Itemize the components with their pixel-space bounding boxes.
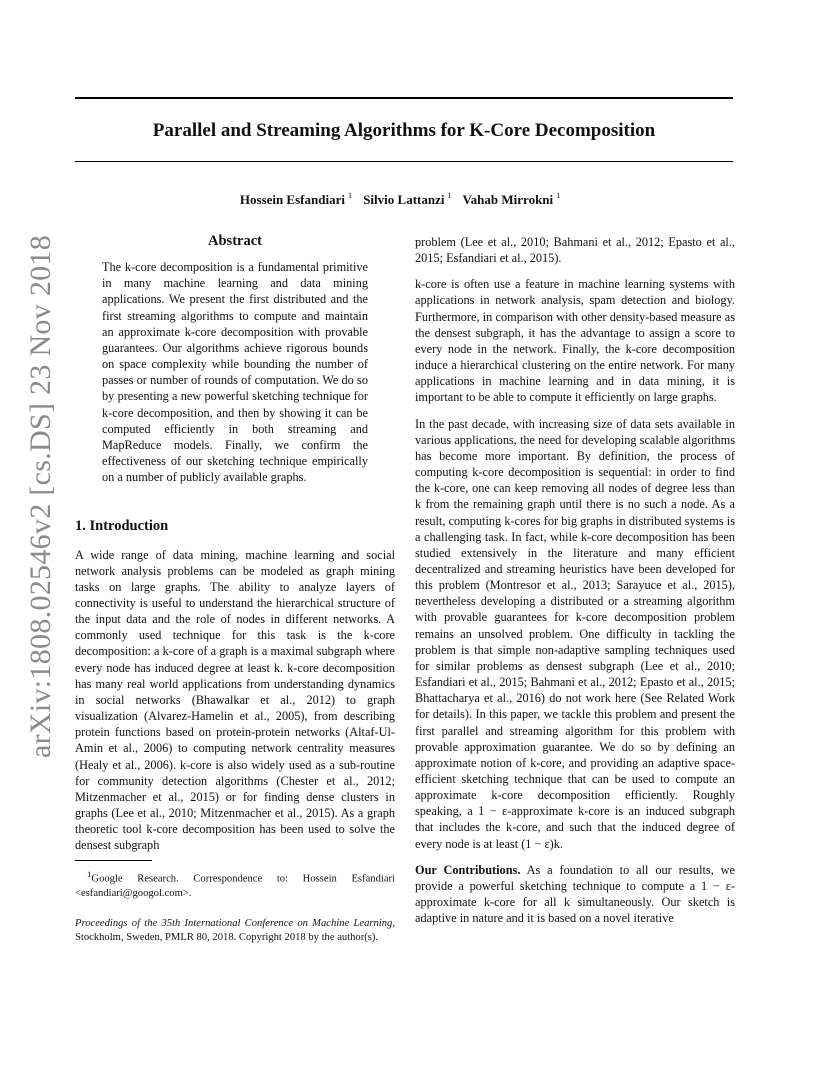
proceedings-details: , Stockholm, Sweden, PMLR 80, 2018. Copyright 2018 by the author(s).	[75, 918, 395, 943]
contributions-text: As a foundation to all our results, we provide a powerful sketching technique to compute a 1 − ε-approximate k-core for all k simultaneously. Our sketch is adaptive in nature and it is based on a novel iterative	[415, 862, 735, 926]
footnote-text: Google Research. Correspondence to: Hossein Esfandiari <esfandiari@googol.com>.	[75, 874, 395, 899]
author-name: Silvio Lattanzi	[363, 192, 445, 207]
section-heading-introduction: 1. Introduction	[75, 518, 169, 535]
contributions-label: Our Contributions.	[415, 862, 521, 877]
right-column	[415, 234, 735, 926]
affiliation-footnote	[75, 867, 395, 901]
proceedings-note	[75, 917, 395, 945]
left-column	[75, 233, 395, 945]
affiliation-mark: 1	[556, 191, 561, 200]
intro-paragraph-kcore-features: k-core is often use a feature in machine learning systems with applications in network analysis, spam detection and biology. Furthermore, in comparison with other density-based measure as the densest subgraph, it has the advantage to assign a score to every node in the network. Finally, the k-core decomposition induce a hierarchical clustering on the entire network. For many applications in machine learning and in data mining, it is important to be able to compute it efficiently on large graphs.	[415, 277, 735, 405]
paper-title: Parallel and Streaming Algorithms for K-Core Decomposition	[152, 120, 656, 141]
abstract-heading: Abstract	[208, 233, 262, 249]
intro-paragraph-continued: problem (Lee et al., 2010; Bahmani et al., 2012; Epasto et al., 2015; Esfandiari et al., 2015).	[415, 235, 735, 266]
footnote-rule	[75, 860, 152, 861]
proceedings-venue: Proceedings of the 35th International Conference on Machine Learning	[75, 918, 393, 929]
affiliation-mark: 1	[347, 191, 352, 200]
contributions-paragraph	[415, 862, 735, 927]
affiliation-mark: 1	[447, 191, 452, 200]
abstract-text: The k-core decomposition is a fundamental primitive in many machine learning and data mining applications. We present the first distributed and the first streaming algorithms to compute and maintain an approximate k-core decomposition with provable guarantees. Our algorithms achieve rigorous bounds on space complexity while bounding the number of passes or number of rounds of computation. We do so by presenting a new powerful sketching technique for k-core decomposition, and then by showing it can be computed efficiently in both streaming and MapReduce models. Finally, we confirm the effectiveness of our sketching technique empirically on a number of publicly available graphs.	[102, 260, 368, 485]
arxiv-identifier-stamp: arXiv:1808.02546v2 [cs.DS] 23 Nov 2018	[24, 234, 57, 758]
intro-paragraph: A wide range of data mining, machine learning and social network analysis problems can be modeled as graph mining tasks on large graphs. The ability to analyze layers of connectivity is useful to understand the hierarchical structure of the input data and the role of nodes in different networks. A commonly used technique for this task is the k-core decomposition: a k-core of a graph is a maximal subgraph where every node has induced degree at least k. k-core decomposition has many real world applications from understanding dynamics in social networks (Bhawalkar et al., 2012) to graph visualization (Alvarez-Hamelin et al., 2005), from describing protein functions based on protein-protein networks (Altaf-Ul-Amin et al., 2006) to computing network centrality measures (Healy et al., 2006). k-core is also widely used as a sub-routine for community detection algorithms (Chester et al., 2012; Mitzenmacher et al., 2015) or for finding dense clusters in graphs (Lee et al., 2010; Mitzenmacher et al., 2015). As a graph theoretic tool k-core decomposition has been used to solve the densest subgraph	[75, 547, 395, 853]
title-top-rule	[75, 97, 733, 99]
author-list	[75, 191, 733, 208]
author-name: Vahab Mirrokni	[462, 192, 554, 207]
title-bottom-rule	[75, 161, 733, 162]
footnote-mark: 1	[87, 869, 92, 880]
author-name: Hossein Esfandiari	[239, 192, 345, 207]
intro-paragraph-scalability: In the past decade, with increasing size of data sets available in various applications, the need for developing scalable algorithms has become more important. By definition, the process of computing k-core decomposition is sequential: in order to find the k-core, one can keep removing all nodes of degree less than k from the remaining graph until there is no such a node. As a result, computing k-cores for big graphs in distributed systems is a challenging task. In fact, while k-core decomposition has been studied extensively in the literature and many efficient decentralized and streaming heuristics have been developed for this problem (Montresor et al., 2013; Sarayuce et al., 2015), nevertheless developing a distributed or a streaming algorithm with provable guarantees for k-core decomposition problem remains an unsolved problem. One difficulty in tackling the problem is that simple non-adaptive sampling techniques used for similar problems as densest subgraph (Lee et al., 2010; Esfandiari et al., 2015; Bahmani et al., 2012; Epasto et al., 2015; Bhattacharya et al., 2016) do not work here (See Related Work for details). In this paper, we tackle this problem and present the first parallel and streaming algorithm for this problem with provable approximation guarantee. We do so by defining an approximate notion of k-core, and providing an adaptive space-efficient sketching technique that can be used to compute an approximate k-core decomposition efficiently. Roughly speaking, a 1 − ε-approximate k-core is an induced subgraph that includes the k-core, and such that the induced degree of every node is at least (1 − ε)k.	[415, 416, 735, 851]
